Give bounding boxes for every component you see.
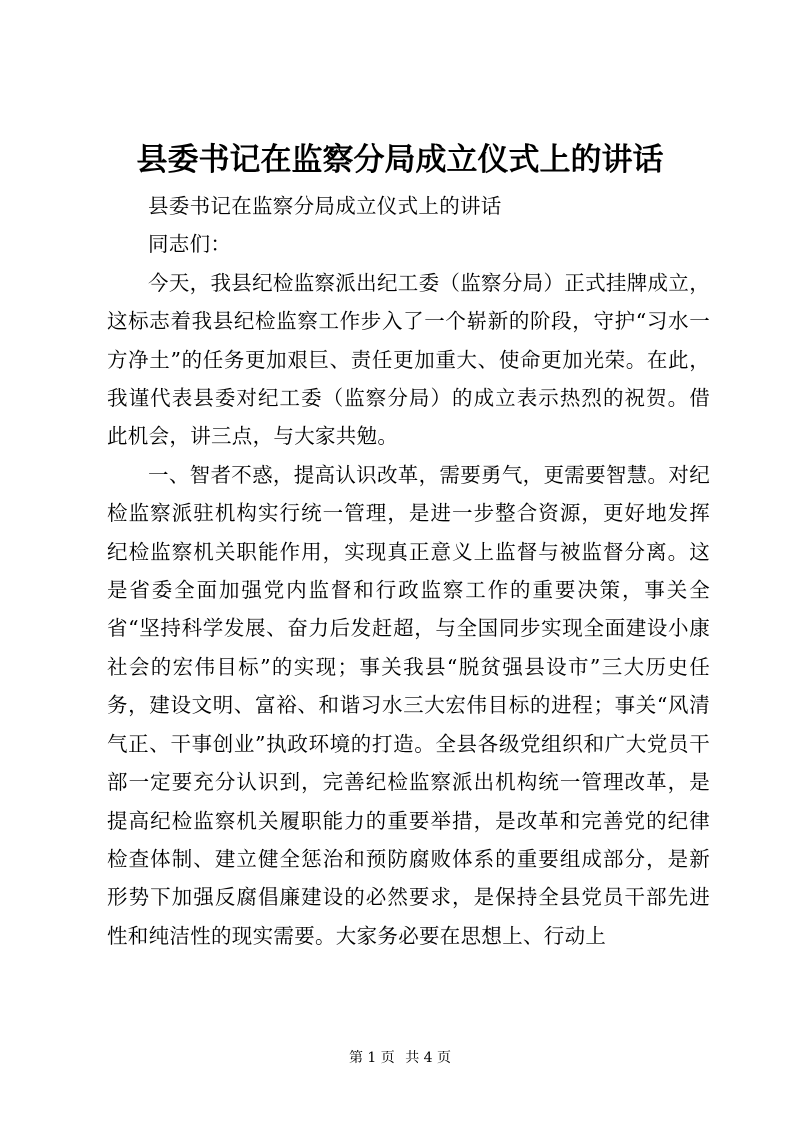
document-title: 县委书记在监察分局成立仪式上的讲话 — [136, 142, 664, 178]
page-number: 第 1 页 — [348, 1050, 395, 1066]
document-body — [107, 187, 710, 955]
paragraph-subtitle: 县委书记在监察分局成立仪式上的讲话 — [148, 194, 502, 218]
paragraph-opening: 今天，我县纪检监察派出纪工委（监察分局）正式挂牌成立，这标志着我县纪检监察工作步入了一个崭新的阶段，守护“习水一方净土”的任务更加艰巨、责任更加重大、使命更加光荣。在此，我谨代表县委对纪工委（监察分局）的成立表示热烈的祝贺。借此机会，讲三点，与大家共勉。 — [107, 270, 710, 449]
page-footer — [0, 1048, 800, 1068]
page-total: 共 4 页 — [405, 1050, 452, 1066]
paragraph-section-one: 一、智者不惑，提高认识改革，需要勇气，更需要智慧。对纪检监察派驻机构实行统一管理，是进一步整合资源，更好地发挥纪检监察机关职能作用，实现真正意义上监督与被监督分离。这是省委全面加强党内监督和行政监察工作的重要决策，事关全省“坚持科学发展、奋力后发赶超，与全国同步实现全面建设小康社会的宏伟目标”的实现；事关我县“脱贫强县设市”三大历史任务，建设文明、富裕、和谐习水三大宏伟目标的进程；事关“风清气正、干事创业”执政环境的打造。全县各级党组织和广大党员干部一定要充分认识到，完善纪检监察派出机构统一管理改革，是提高纪检监察机关履职能力的重要举措，是改革和完善党的纪律检查体制、建立健全惩治和预防腐败体系的重要组成部分，是新形势下加强反腐倡廉建设的必然要求，是保持全县党员干部先进性和纯洁性的现实需要。大家务必要在思想上、行动上 — [107, 462, 710, 948]
paragraph-salutation: 同志们： — [148, 232, 232, 257]
